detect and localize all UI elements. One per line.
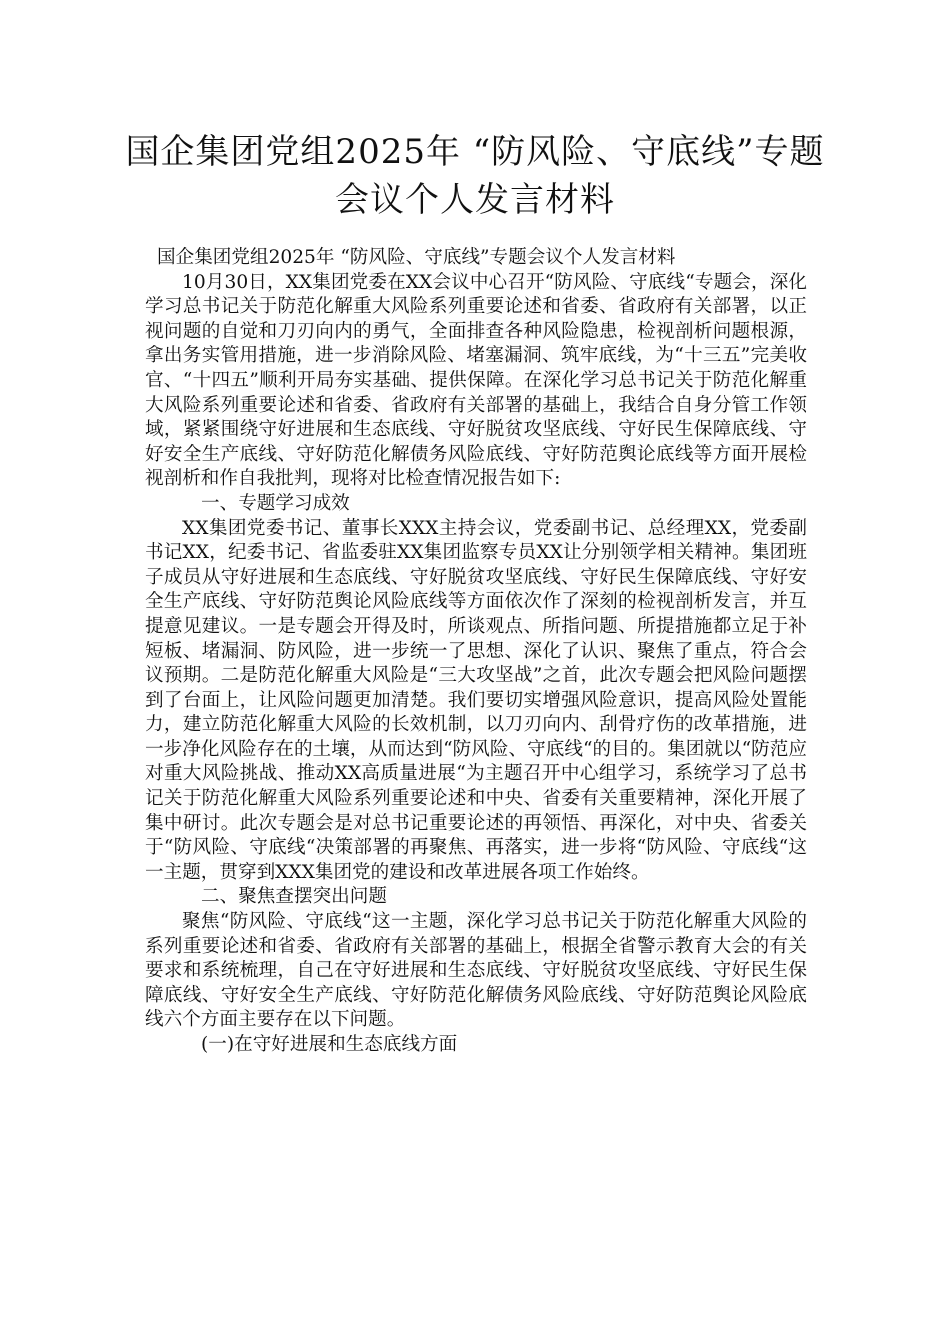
paragraph-intro: 10月30日，XX集团党委在XX会议中心召开“防风险、守底线“专题会，深化学习总书记关于防范化解重大风险系列重要论述和省委、省政府有关部署，以正视问题的自觉和刀刃向内的勇气，全面排查各种风险隐患，检视剖析问题根源，拿出务实管用措施，进一步消除风险、堵塞漏洞、筑牢底线，为“十三五”完美收官、“十四五”顺利开局夯实基础、提供保障。在深化学习总书记关于防范化解重大风险系列重要论述和省委、省政府有关部署的基础上，我结合自身分管工作领域，紧紧围绕守好进展和生态底线、守好脱贫攻坚底线、守好民生保障底线、守好安全生产底线、守好防范化解债务风险底线、守好防范舆论底线等方面开展检视剖析和作自我批判，现将对比检查情况报告如下: [145, 271, 807, 490]
paragraph-problems: 聚焦“防风险、守底线“这一主题，深化学习总书记关于防范化解重大风险的系列重要论述和省委、省政府有关部署的基础上，根据全省警示教育大会的有关要求和系统梳理，自己在守好进展和生态底线、守好脱贫攻坚底线、守好民生保障底线、守好安全生产底线、守好防范化解债务风险底线、守好防范舆论风险底线六个方面主要存在以下问题。 [145, 911, 807, 1031]
document-subtitle: 国企集团党组2025年 “防风险、守底线”专题会议个人发言材料 [157, 247, 676, 268]
document-body [145, 246, 807, 1058]
paragraph-study-results: XX集团党委书记、董事长XXX主持会议，党委副书记、总经理XX，党委副书记XX，纪委书记、省监委驻XX集团监察专员XX让分别领学相关精神。集团班子成员从守好进展和生态底线、守好脱贫攻坚底线、守好民生保障底线、守好安全生产底线、守好防范舆论风险底线等方面依次作了深刻的检视剖析发言，并互提意见建议。一是专题会开得及时，所谈观点、所指问题、所提措施都立足于补短板、堵漏洞、防风险，进一步统一了思想、深化了认识、聚焦了重点，符合会议预期。二是防范化解重大风险是“三大攻坚战”之首，此次专题会把风险问题摆到了台面上，让风险问题更加清楚。我们要切实增强风险意识，提高风险处置能力，建立防范化解重大风险的长效机制，以刀刃向内、刮骨疗伤的改革措施，进一步净化风险存在的土壤，从而达到“防风险、守底线“的目的。集团就以“防范应对重大风险挑战、推动XX高质量进展“为主题召开中心组学习，系统学习了总书记关于防范化解重大风险系列重要论述和中央、省委有关重要精神，深化开展了集中研讨。此次专题会是对总书记重要论述的再领悟、再深化，对中央、省委关于“防风险、守底线“决策部署的再聚焦、再落实，进一步将“防风险、守底线“这一主题，贯穿到XXX集团党的建设和改革进展各项工作始终。 [145, 517, 807, 883]
subsection-heading-1: (一)在守好进展和生态底线方面 [201, 1034, 458, 1055]
section-heading-2: 二、聚焦查摆突出问题 [201, 886, 387, 908]
document-title: 国企集团党组2025年 “防风险、守底线”专题会议个人发言材料 [125, 132, 825, 220]
section-heading-1: 一、专题学习成效 [201, 492, 350, 514]
